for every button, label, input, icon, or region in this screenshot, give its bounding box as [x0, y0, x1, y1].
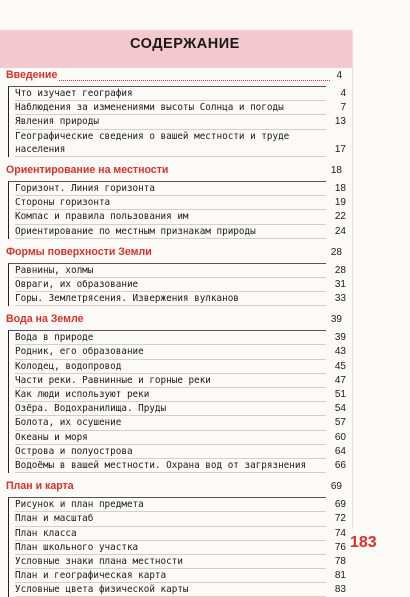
entry-text: Горы. Землетрясения. Извержения вулканов [15, 293, 239, 305]
toc-entry[interactable] [15, 402, 346, 416]
toc-section [0, 479, 352, 597]
entry-page: 66 [334, 459, 346, 471]
entry-page: 17 [334, 143, 346, 155]
entry-text: Водоёмы в вашей местности. Охрана вод от загрязнения [15, 459, 307, 471]
entry-page: 33 [334, 293, 346, 305]
toc-entry[interactable] [15, 360, 346, 374]
entry-text: Острова и полуострова [15, 445, 133, 457]
entry-page: 39 [334, 332, 346, 344]
entry-text: Болота, их осушение [15, 417, 122, 429]
toc-entry[interactable] [15, 130, 346, 157]
entry-text: Родник, его образование [15, 346, 144, 358]
section-heading-link[interactable] [4, 68, 348, 84]
section-page: 4 [336, 70, 342, 81]
toc-entry[interactable] [15, 498, 346, 512]
entry-page: 22 [334, 211, 346, 223]
section-items [8, 86, 346, 157]
entry-text: Равнины, холмы [15, 264, 94, 276]
section-heading-link[interactable] [4, 479, 348, 495]
toc-section [0, 312, 352, 473]
entry-page: 43 [334, 346, 346, 358]
entry-text: Колодец, водопровод [15, 360, 122, 372]
toc-entry[interactable] [15, 555, 346, 569]
entry-page: 19 [334, 197, 346, 209]
toc-entry[interactable] [15, 264, 346, 278]
toc-entry[interactable] [15, 196, 346, 210]
section-page: 39 [330, 314, 342, 326]
entry-page: 60 [334, 431, 346, 443]
entry-text: Условные знаки плана местности [15, 555, 183, 567]
entry-text: Океаны и моря [15, 431, 88, 443]
section-title: Вода на Земле [6, 313, 84, 326]
entry-text: План и масштаб [15, 513, 94, 525]
section-items [8, 330, 346, 473]
toc-entry[interactable] [15, 278, 346, 292]
dotted-leader [50, 80, 330, 81]
toc-entry[interactable] [15, 115, 346, 129]
entry-page: 51 [334, 389, 346, 401]
entry-page: 72 [334, 513, 346, 525]
entry-page: 45 [334, 360, 346, 372]
toc-entry[interactable] [15, 445, 346, 459]
page-title: СОДЕРЖАНИЕ [130, 36, 240, 52]
toc-entry[interactable] [15, 101, 346, 115]
section-page: 28 [330, 246, 342, 258]
entry-page: 64 [334, 445, 346, 457]
entry-text: Овраги, их образование [15, 278, 139, 290]
toc-entry[interactable] [15, 225, 346, 239]
entry-page: 31 [334, 278, 346, 290]
section-title: Формы поверхности Земли [6, 245, 152, 258]
section-heading-link[interactable] [4, 245, 348, 261]
entry-text: Озёра. Водохранилища. Пруды [15, 403, 167, 415]
entry-page: 28 [334, 264, 346, 276]
entry-page: 13 [334, 116, 346, 128]
toc-entry[interactable] [15, 512, 346, 526]
entry-text: Географические сведения о вашей местности и труде населения [15, 130, 290, 155]
entry-text: Наблюдения за изменениями высоты Солнца и погоды [15, 102, 284, 114]
toc-section [0, 163, 352, 239]
entry-page: 74 [334, 527, 346, 539]
toc-entry[interactable] [15, 87, 346, 101]
section-items [8, 497, 346, 597]
toc-entry[interactable] [15, 388, 346, 402]
toc-entry[interactable] [15, 345, 346, 359]
section-title: Ориентирование на местности [6, 163, 169, 176]
entry-text: План класса [15, 527, 77, 539]
entry-page: 76 [334, 541, 346, 553]
toc-entry[interactable] [15, 541, 346, 555]
entry-page: 81 [334, 570, 346, 582]
entry-page: 4 [340, 88, 346, 99]
entry-page: 47 [334, 374, 346, 386]
entry-text: План школьного участка [15, 541, 139, 553]
entry-text: Стороны горизонта [15, 197, 111, 209]
section-heading-link[interactable] [4, 163, 348, 179]
entry-text: Рисунок и план предмета [15, 499, 144, 511]
entry-text: Ориентирование по местным признакам природы [15, 225, 256, 237]
section-title: План и карта [6, 480, 74, 493]
toc-section [0, 68, 352, 157]
toc-entry[interactable] [15, 459, 346, 473]
entry-page: 69 [334, 499, 346, 511]
entry-text: Условные цвета физической карты [15, 584, 189, 596]
section-title: Введение [6, 69, 58, 81]
section-page: 69 [330, 481, 342, 493]
toc-entry[interactable] [15, 331, 346, 345]
entry-text: Как люди используют реки [15, 389, 150, 401]
entry-text: Явления природы [15, 116, 99, 128]
toc-entry[interactable] [15, 210, 346, 224]
margin-divider [352, 30, 353, 530]
table-of-contents [0, 64, 352, 597]
toc-entry[interactable] [15, 292, 346, 306]
toc-entry[interactable] [15, 416, 346, 430]
toc-entry[interactable] [15, 431, 346, 445]
entry-text: Компас и правила пользования им [15, 211, 189, 223]
section-items [8, 181, 346, 239]
toc-section [0, 245, 352, 307]
entry-text: Горизонт. Линия горизонта [15, 182, 155, 194]
entry-page: 24 [334, 225, 346, 237]
entry-page: 7 [340, 102, 346, 114]
entry-text: Части реки. Равнинные и горные реки [15, 374, 211, 386]
section-items [8, 263, 346, 307]
page-number: 183 [350, 534, 377, 551]
toc-entry[interactable] [15, 527, 346, 541]
entry-text: План и географическая карта [15, 570, 167, 582]
entry-page: 18 [334, 182, 346, 194]
entry-text: Вода в природе [15, 332, 94, 344]
toc-entry[interactable] [15, 569, 346, 583]
toc-entry[interactable] [15, 374, 346, 388]
entry-page: 54 [334, 403, 346, 415]
entry-page: 83 [334, 584, 346, 596]
toc-entry[interactable] [15, 182, 346, 196]
entry-page: 78 [334, 555, 346, 567]
toc-entry[interactable] [15, 583, 346, 597]
entry-page: 57 [334, 417, 346, 429]
entry-text: Что изучает география [15, 88, 133, 99]
section-heading-link[interactable] [4, 312, 348, 328]
section-page: 18 [330, 164, 342, 176]
